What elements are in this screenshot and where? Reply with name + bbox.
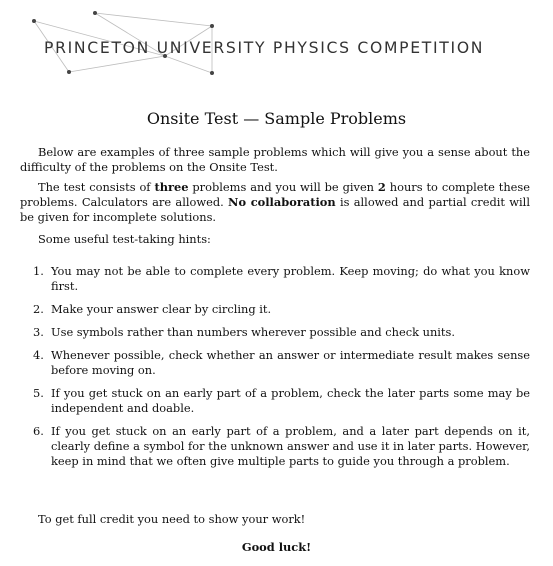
test-info-paragraph: The test consists of three problems and you will be given 2 hours to complete these problems. Calculators are allowed. No collaboration is allowed and partial credit will be given for incomplete solutions. [20, 180, 530, 224]
hints-heading-section [20, 232, 530, 247]
page-title: Onsite Test — Sample Problems [146, 109, 407, 128]
hints-heading: Some useful test-taking hints: [38, 232, 211, 246]
hint-item: 5. If you get stuck on an early part of a problem, check the later parts some may be independent and doable. [33, 386, 530, 415]
intro-paragraph: Below are examples of three sample problems which will give you a sense about the difficulty of the problems on the Onsite Test. [20, 145, 530, 174]
credit-note: To get full credit you need to show your work! [38, 512, 306, 526]
organization-name: PRINCETON UNIVERSITY PHYSICS COMPETITION [44, 39, 485, 57]
good-luck: Good luck! [241, 540, 312, 554]
credit-section [20, 512, 530, 527]
hint-item: 3. Use symbols rather than numbers wherever possible and check units. [33, 325, 455, 339]
hint-item: 6. If you get stuck on an early part of a problem, and a later part depends on it, clearly define a symbol for the unknown answer and use it in later parts. However, keep in mind that we often give multiple parts to guide you through a problem. [33, 424, 530, 468]
hint-item: 4. Whenever possible, check whether an answer or intermediate result makes sense before moving on. [33, 348, 530, 377]
intro-section [20, 145, 530, 175]
hints-list-section [20, 264, 530, 477]
hint-item: 1. You may not be able to complete every problem. Keep moving; do what you know first. [33, 264, 530, 293]
hints-list [20, 264, 530, 469]
hint-item: 2. Make your answer clear by circling it. [33, 302, 272, 316]
test-info-section [20, 180, 530, 225]
